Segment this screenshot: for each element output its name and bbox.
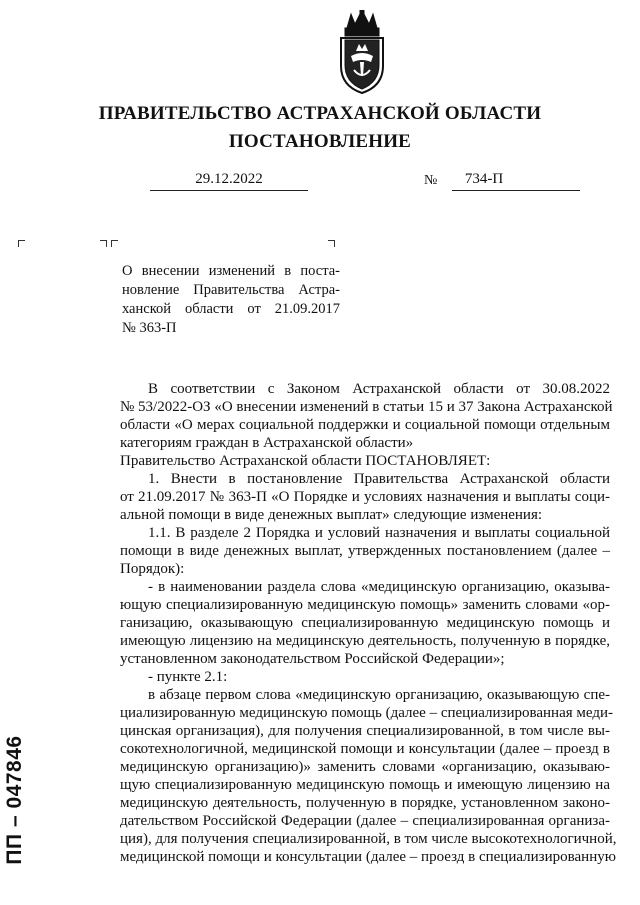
body-line: ющую специализированную медицинскую помощь» заменить словами «ор-	[120, 597, 610, 613]
body-line: области «О мерах социальной поддержки и социальной помощи отдельным	[120, 417, 610, 433]
subject-block	[122, 262, 340, 338]
body-line: цинская организация), для получения специализированной, в том числе вы-	[120, 723, 610, 739]
body-line: сокотехнологичной, медицинской помощи и консультации (далее – проезд в	[120, 741, 610, 757]
coat-of-arms-emblem	[337, 10, 387, 94]
body-line: 1.1. В разделе 2 Порядка и условий назначения и выплаты социальной	[148, 525, 610, 541]
corner-mark	[100, 240, 107, 247]
body-line: ция), для получения специализированной, в том числе высокотехнологичной,	[120, 831, 617, 847]
subject-line: новление Правительства Астра-	[122, 282, 340, 298]
serial-stamp	[2, 725, 28, 875]
body-line: - пункте 2.1:	[148, 669, 228, 685]
document-date: 29.12.2022	[195, 171, 263, 187]
body-line: медицинской помощи и консультации (далее – проезд в специализированную	[120, 849, 616, 865]
body-line: альной помощи в виде денежных выплат» следующие изменения:	[120, 507, 543, 523]
body-line: ганизацию, оказывающую специализированную медицинскую помощь и	[120, 615, 610, 631]
subject-line: О внесении изменений в поста-	[122, 263, 340, 279]
body-line: Правительство Астраханской области ПОСТАНОВЛЯЕТ:	[120, 453, 491, 469]
body-line: № 53/2022-ОЗ «О внесении изменений в статьи 15 и 37 Закона Астраханской	[120, 399, 613, 415]
body-line: Порядок):	[120, 561, 185, 577]
body-line: в абзаце первом слова «медицинскую организацию, оказывающую спе-	[148, 687, 610, 703]
corner-mark	[328, 240, 335, 247]
body-line: категориям граждан в Астраханской области»	[120, 435, 414, 451]
body-line: медицинскую деятельность, полученную в порядке, установленном законо-	[120, 795, 610, 811]
body-line: циализированную медицинскую помощь (далее – специализированная меди-	[120, 705, 614, 721]
document-type-title: ПОСТАНОВЛЕНИЕ	[228, 131, 412, 152]
subject-line: ханской области от 21.09.2017	[122, 301, 340, 317]
subject-line: № 363-П	[122, 320, 177, 336]
body-line: 1. Внести в постановление Правительства Астраханской области	[148, 471, 610, 487]
corner-mark	[18, 240, 25, 247]
body-line: В соответствии с Законом Астраханской области от 30.08.2022	[148, 381, 610, 397]
number-sign: №	[424, 173, 438, 188]
number-underline	[452, 190, 580, 191]
body-line: от 21.09.2017 № 363-П «О Порядке и условиях назначения и выплаты соци-	[120, 489, 610, 505]
date-underline	[150, 190, 308, 191]
body-line: медицинскую организацию)» заменить словами «организацию, оказываю-	[120, 759, 610, 775]
corner-mark	[111, 240, 118, 247]
document-number: 734-П	[464, 171, 504, 187]
body-line: - в наименовании раздела слова «медицинскую организацию, оказыва-	[148, 579, 610, 595]
body-line: помощи в виде денежных выплат, утвержденных постановлением (далее –	[120, 543, 610, 559]
body-line: дательством Российской Федерации (далее – специализированная организа-	[120, 813, 610, 829]
serial-number: ПП – 047846	[3, 735, 26, 865]
body-line: установленном законодательством Российской Федерации»;	[120, 651, 505, 667]
body-line: щую специализированную медицинскую помощь и имеющую лицензию на	[120, 777, 610, 793]
document-body	[120, 380, 617, 866]
body-line: имеющую лицензию на медицинскую деятельность, полученную в порядке,	[120, 633, 610, 649]
organization-title: ПРАВИТЕЛЬСТВО АСТРАХАНСКОЙ ОБЛАСТИ	[98, 103, 542, 124]
